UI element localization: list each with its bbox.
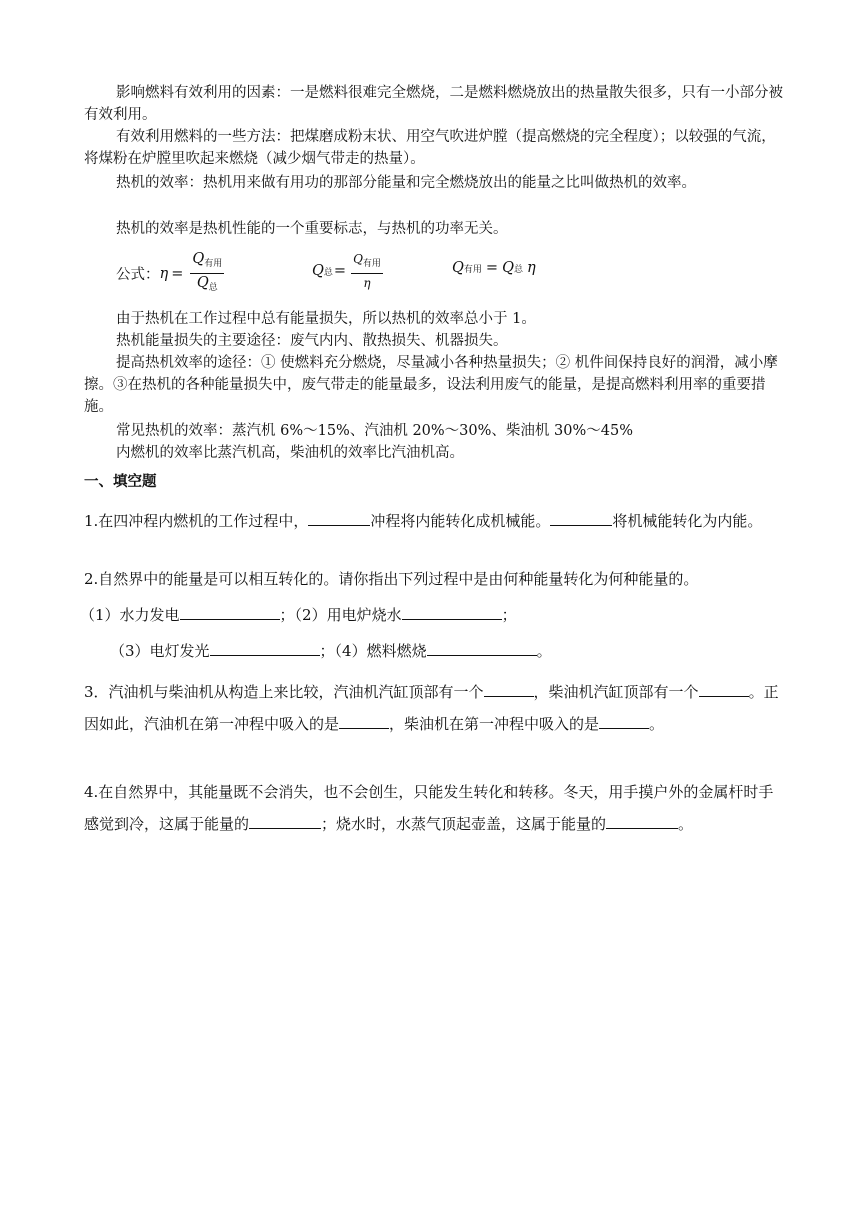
- answer-blank[interactable]: [210, 640, 320, 656]
- answer-blank[interactable]: [599, 713, 649, 729]
- paragraph-improve-efficiency: 提高热机效率的途径：① 使燃料充分燃烧，尽量减小各种热量损失；② 机件间保持良好的润滑，减小摩擦。③在热机的各种能量损失中，废气带走的能量最多，设法利用废气的能量，是提高燃料利用率的重要措施。: [84, 355, 778, 415]
- answer-blank[interactable]: [484, 681, 534, 697]
- question-2: 2.自然界中的能量是可以相互转化的。请你指出下列过程中是由何种能量转化为何种能量的。: [84, 570, 699, 588]
- fraction-useful-over-total: [190, 250, 224, 297]
- formula-q-useful: Q 有用 = Q 总 η: [452, 260, 536, 276]
- equals-sign: =: [171, 265, 184, 282]
- question-4: 4.在自然界中，其能量既不会消失，也不会创生，只能发生转化和转移。冬天，用手摸户外的金属杆时手感觉到冷，这属于能量的 ；烧水时，水蒸气顶起壶盖，这属于能量的 。: [84, 783, 774, 833]
- answer-blank[interactable]: [308, 510, 370, 526]
- paragraph-factors: 影响燃料有效利用的因素：一是燃料很难完全燃烧，二是燃料燃烧放出的热量散失很多，只有一小部分被有效利用。: [84, 85, 783, 123]
- formula-eta: [116, 250, 224, 297]
- question-1: 1.在四冲程内燃机的工作过程中， 冲程将内能转化成机械能。 将机械能转化为内能。: [84, 512, 763, 530]
- paragraph-efficiency-indicator: 热机的效率是热机性能的一个重要标志，与热机的功率无关。: [116, 221, 508, 237]
- answer-blank[interactable]: [606, 813, 678, 829]
- eta-symbol: η: [159, 265, 169, 282]
- formula-q-total: Q 总 = $\frac{Q_{有用}}{\eta}$: [312, 252, 381, 290]
- question-2-items-a: （1）水力发电 ；（2）用电炉烧水 ；: [80, 606, 517, 624]
- paragraph-energy-loss: 热机能量损失的主要途径：废气内内、散热损失、机器损失。: [116, 333, 508, 349]
- paragraph-efficiency-less-than-one: 由于热机在工作过程中总有能量损失，所以热机的效率总小于 1。: [116, 311, 536, 327]
- answer-blank[interactable]: [249, 813, 321, 829]
- answer-blank[interactable]: [427, 640, 537, 656]
- fraction-useful-over-eta: $\frac{Q_{有用}}{\eta}$: [353, 252, 381, 290]
- paragraph-compare-efficiency: 内燃机的效率比蒸汽机高，柴油机的效率比汽油机高。: [116, 445, 464, 461]
- paragraph-methods: 有效利用燃料的一些方法：把煤磨成粉末状、用空气吹进炉膛（提高燃烧的完全程度）；以较强的气流，将煤粉在炉膛里吹起来燃烧（减少烟气带走的热量）。: [84, 129, 776, 167]
- section-title: 一、填空题: [84, 474, 157, 490]
- denominator: $Q_总$: [196, 275, 218, 293]
- answer-blank[interactable]: [402, 604, 502, 620]
- paragraph-efficiency-definition: 热机的效率：热机用来做有用功的那部分能量和完全燃烧放出的能量之比叫做热机的效率。: [116, 175, 696, 191]
- answer-blank[interactable]: [180, 604, 280, 620]
- question-2-items-b: （3）电灯发光 ；（4）燃料燃烧 。: [110, 642, 552, 660]
- question-3: 3．汽油机与柴油机从构造上来比较，汽油机汽缸顶部有一个 ，柴油机汽缸顶部有一个 。正因如此，汽油机在第一冲程中吸入的是 ，柴油机在第一冲程中吸入的是 。: [84, 683, 779, 733]
- answer-blank[interactable]: [339, 713, 389, 729]
- formula-label: 公式：: [116, 267, 160, 283]
- answer-blank[interactable]: [699, 681, 749, 697]
- efficiency-formulas: [116, 250, 676, 296]
- answer-blank[interactable]: [550, 510, 612, 526]
- numerator: $Q_{有用}$: [190, 250, 224, 274]
- paragraph-common-efficiency: 常见热机的效率：蒸汽机 6%～15%、汽油机 20%～30%、柴油机 30%～45%: [116, 423, 633, 439]
